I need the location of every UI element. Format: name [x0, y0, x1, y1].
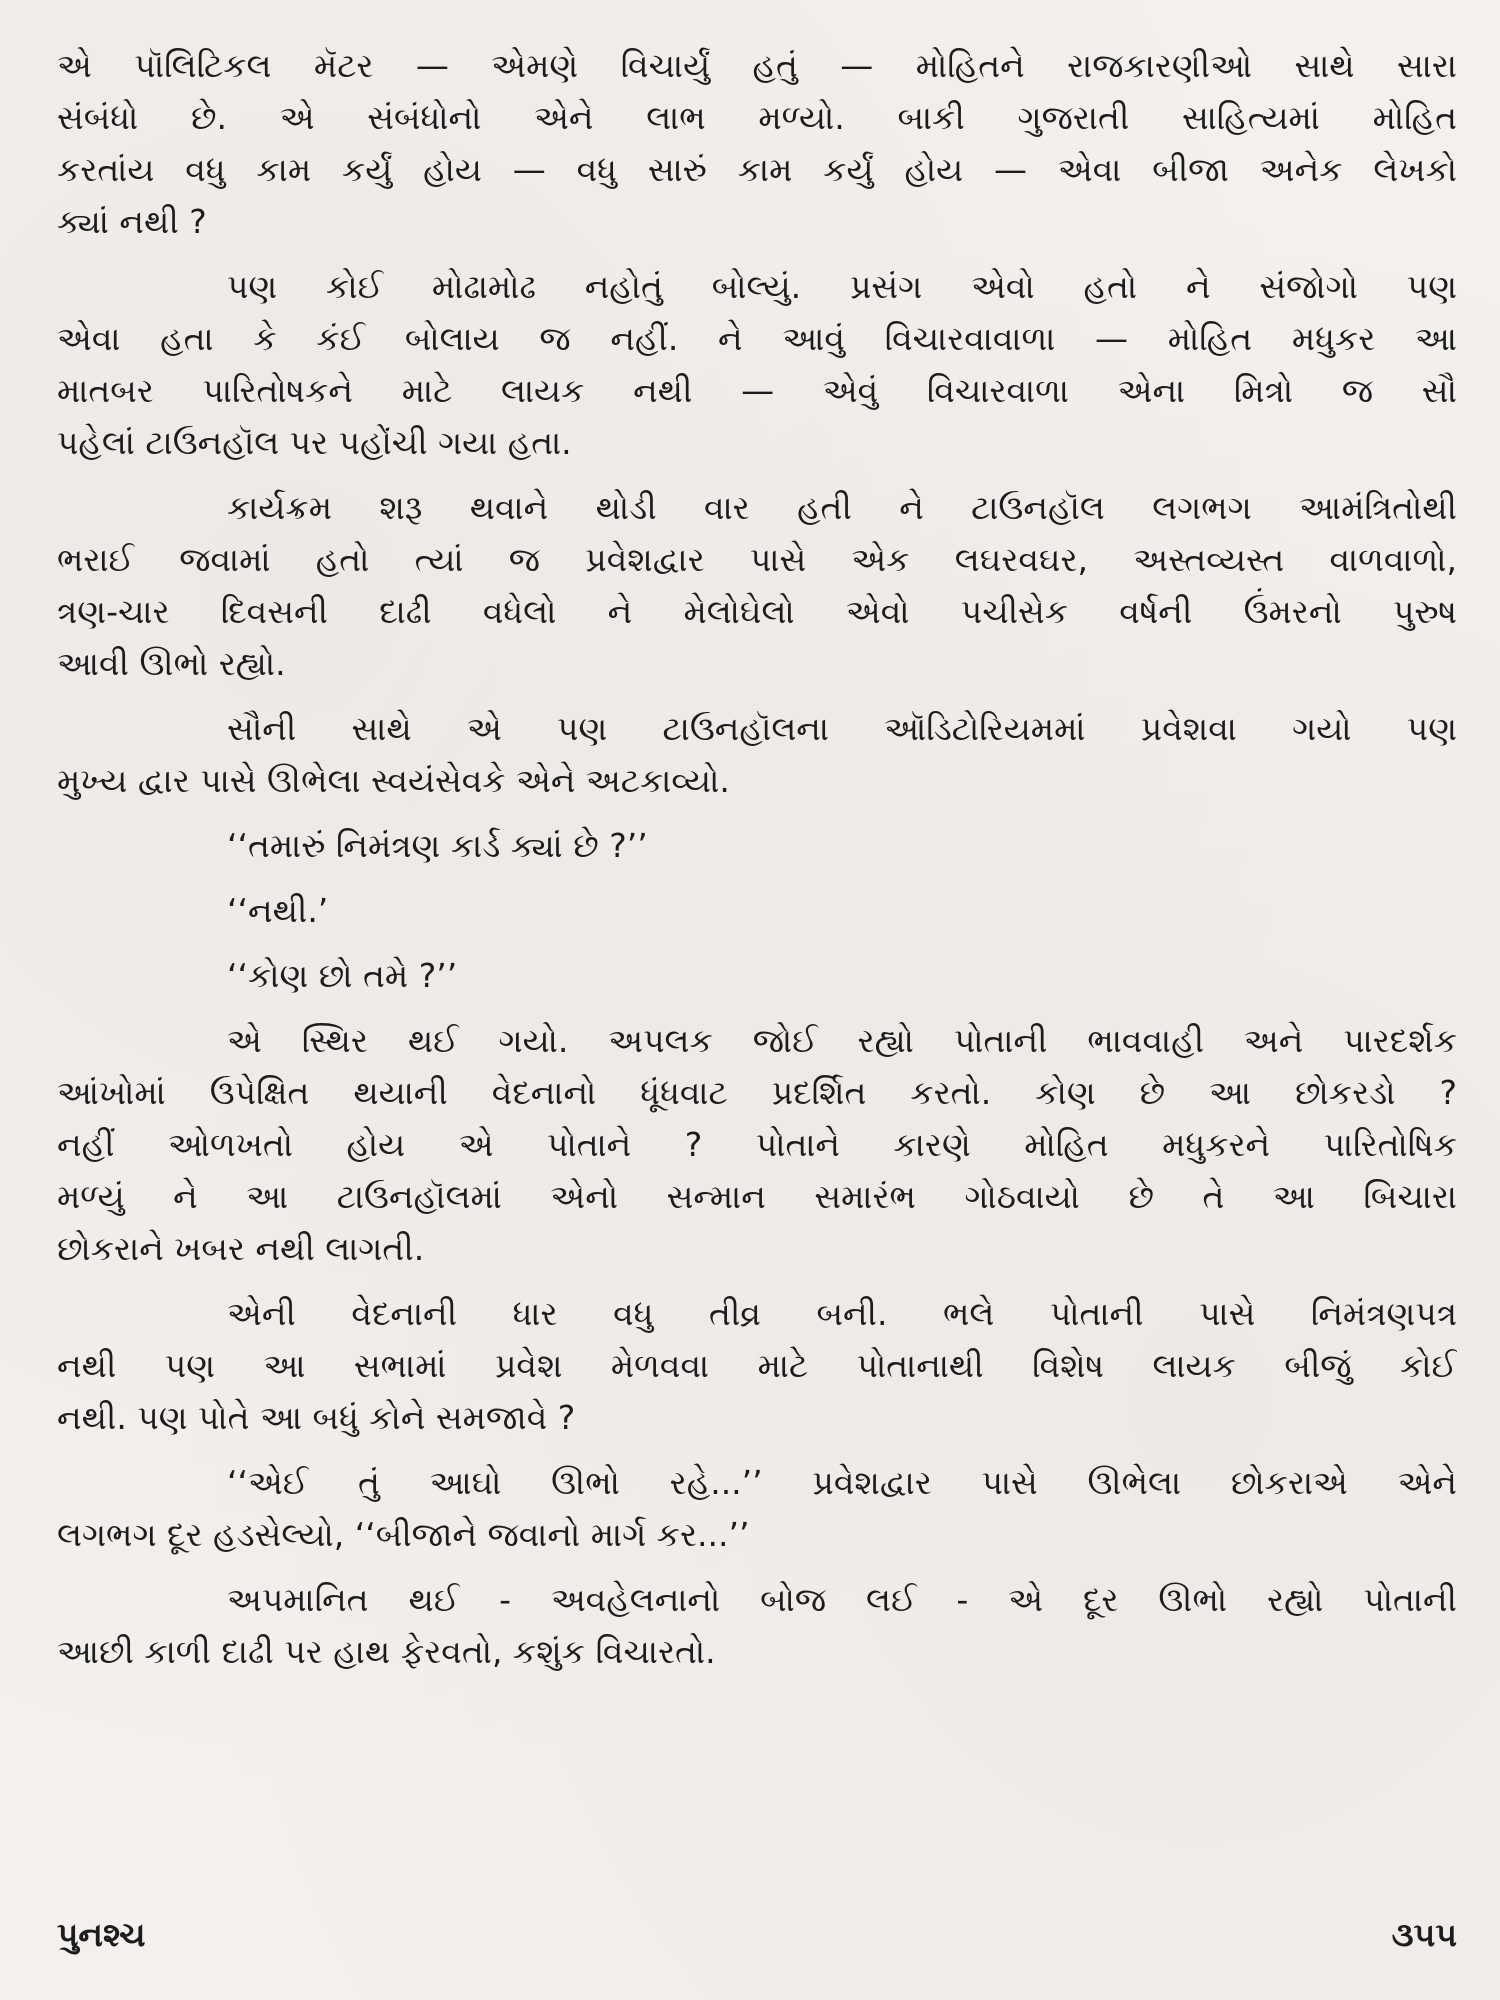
- dialogue-line: [57, 820, 1457, 872]
- page-footer: [57, 1915, 1457, 1965]
- text-line: માતબર પારિતોષકને માટે લાયક નથી — એવું વિચારવાળા એના મિત્રો જ સૌ: [57, 371, 1457, 410]
- text-line: ભરાઈ જવામાં હતો ત્યાં જ પ્રવેશદ્વાર પાસે એક લઘરવઘર, અસ્તવ્યસ્ત વાળવાળો,: [57, 540, 1457, 579]
- text-line: કાર્યક્રમ શરૂ થવાને થોડી વાર હતી ને ટાઉનહૉલ લગભગ આમંત્રિતોથી: [227, 488, 1457, 527]
- text-line: પણ કોઈ મોઢામોઢ નહોતું બોલ્યું. પ્રસંગ એવો હતો ને સંજોગો પણ: [227, 267, 1457, 306]
- text-line: ત્રણ-ચાર દિવસની દાઢી વધેલો ને મેલોઘેલો એવો પચીસેક વર્ષની ઉંમરનો પુરુષ: [57, 592, 1457, 631]
- text-line: એ સ્થિર થઈ ગયો. અપલક જોઈ રહ્યો પોતાની ભાવવાહી અને પારદર્શક: [227, 1021, 1457, 1060]
- text-line: કરતાંય વધુ કામ કર્યું હોય — વધુ સારું કામ કર્યું હોય — એવા બીજા અનેક લેખકો: [57, 150, 1457, 189]
- text-line: સંબંધો છે. એ સંબંધોનો એને લાભ મળ્યો. બાકી ગુજરાતી સાહિત્યમાં મોહિત: [57, 98, 1457, 137]
- text-line: મુખ્ય દ્વાર પાસે ઊભેલા સ્વયંસેવકે એને અટકાવ્યો.: [57, 761, 730, 800]
- text-line: લગભગ દૂર હડસેલ્યો, ‘‘બીજાને જવાનો માર્ગ કર...’’: [57, 1515, 750, 1554]
- paragraph: [57, 482, 1457, 690]
- text-line: ‘‘નથી.’: [227, 891, 329, 930]
- paragraph: [57, 40, 1457, 248]
- text-line: નહીં ઓળખતો હોય એ પોતાને ? પોતાને કારણે મોહિત મધુકરને પારિતોષિક: [57, 1125, 1457, 1164]
- dialogue-line: [57, 950, 1457, 1002]
- text-line: એવા હતા કે કંઈ બોલાય જ નહીં. ને આવું વિચારવાવાળા — મોહિત મધુકર આ: [57, 319, 1457, 358]
- paragraph: [57, 703, 1457, 807]
- text-line: આંખોમાં ઉપેક્ષિત થયાની વેદનાનો ધૂંધવાટ પ્રદર્શિત કરતો. કોણ છે આ છોકરડો ?: [57, 1073, 1457, 1112]
- text-line: એની વેદનાની ધાર વધુ તીવ્ર બની. ભલે પોતાની પાસે નિમંત્રણપત્ર: [227, 1294, 1457, 1333]
- paragraph: [57, 1457, 1457, 1561]
- text-line: નથી પણ આ સભામાં પ્રવેશ મેળવવા માટે પોતાનાથી વિશેષ લાયક બીજું કોઈ: [57, 1346, 1457, 1385]
- text-line: મળ્યું ને આ ટાઉનહૉલમાં એનો સન્માન સમારંભ ગોઠવાયો છે તે આ બિચારા: [57, 1177, 1457, 1216]
- text-line: પહેલાં ટાઉનહૉલ પર પહોંચી ગયા હતા.: [57, 423, 572, 462]
- text-line: આવી ઊભો રહ્યો.: [57, 644, 286, 683]
- text-line: ‘‘એઈ તું આઘો ઊભો રહે...’’ પ્રવેશદ્વાર પાસે ઊભેલા છોકરાએ એને: [227, 1463, 1457, 1502]
- page-number: ૩૫૫: [1391, 1915, 1457, 1954]
- paragraph: [57, 1288, 1457, 1444]
- text-line: ‘‘કોણ છો તમે ?’’: [227, 956, 458, 995]
- text-line: ક્યાં નથી ?: [57, 202, 207, 241]
- book-title: પુનશ્ચ: [57, 1915, 146, 1954]
- paragraph: [57, 1015, 1457, 1275]
- text-line: આછી કાળી દાઢી પર હાથ ફેરવતો, કશુંક વિચારતો.: [57, 1632, 716, 1671]
- text-line: એ પૉલિટિકલ મૅટર — એમણે વિચાર્યું હતું — મોહિતને રાજકારણીઓ સાથે સારા: [57, 46, 1457, 85]
- body-text: [57, 40, 1457, 1678]
- text-line: ‘‘તમારું નિમંત્રણ કાર્ડ ક્યાં છે ?’’: [227, 826, 648, 865]
- text-line: નથી. પણ પોતે આ બધું કોને સમજાવે ?: [57, 1398, 576, 1437]
- text-line: સૌની સાથે એ પણ ટાઉનહૉલના ઑડિટોરિયમમાં પ્રવેશવા ગયો પણ: [227, 709, 1457, 748]
- text-line: અપમાનિત થઈ - અવહેલનાનો બોજ લઈ - એ દૂર ઊભો રહ્યો પોતાની: [227, 1580, 1457, 1619]
- paragraph: [57, 261, 1457, 469]
- dialogue-line: [57, 885, 1457, 937]
- paragraph: [57, 1574, 1457, 1678]
- text-line: છોકરાને ખબર નથી લાગતી.: [57, 1229, 425, 1268]
